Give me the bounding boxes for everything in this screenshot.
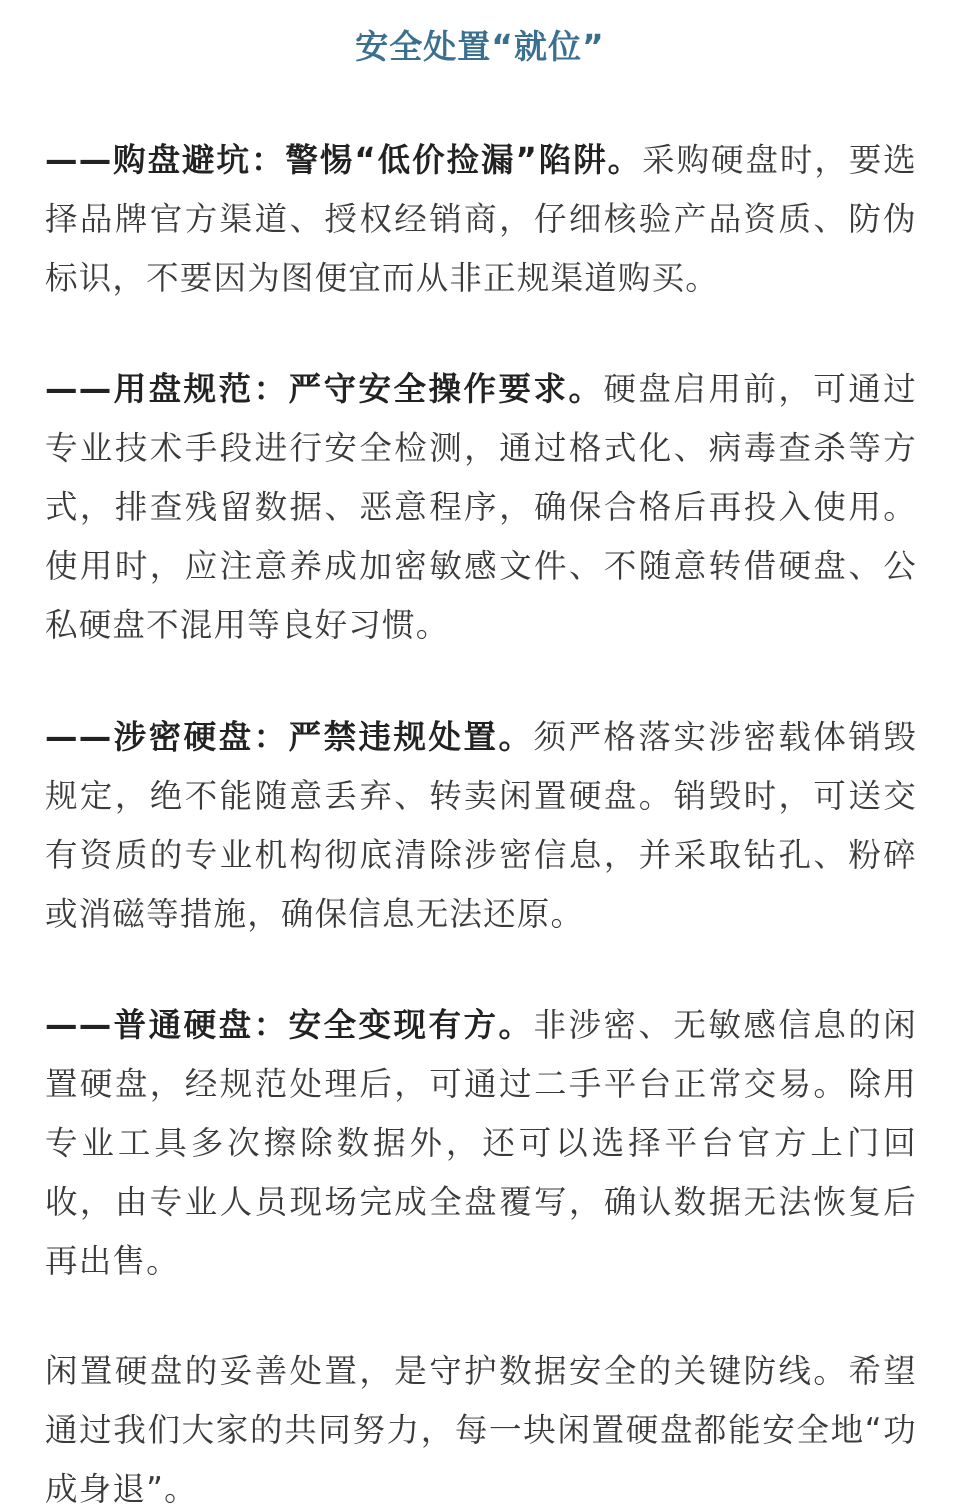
paragraph-body: 须严格落实涉密载体销毁规定，绝不能随意丢弃、转卖闲置硬盘。销毁时，可送交有资质的专业机构彻底清除涉密信息，并采取钻孔、粉碎或消磁等措施，确保信息无法还原。 xyxy=(45,718,917,933)
paragraph-closing: 闲置硬盘的妥善处置，是守护数据安全的关键防线。希望通过我们大家的共同努力，每一块闲置硬盘都能安全地“功成身退”。 xyxy=(45,1352,917,1508)
paragraph-lead: ——用盘规范：严守安全操作要求。 xyxy=(45,370,604,408)
paragraph-lead: ——普通硬盘：安全变现有方。 xyxy=(45,1006,534,1044)
section-title: 安全处置“就位” xyxy=(355,27,605,66)
paragraph-lead: ——购盘避坑：警惕“低价捡漏”陷阱。 xyxy=(45,141,643,179)
paragraph-classified-disk xyxy=(45,708,917,944)
paragraph-usage xyxy=(45,360,917,655)
paragraph-ordinary-disk xyxy=(45,996,917,1291)
paragraph-body: 硬盘启用前，可通过专业技术手段进行安全检测，通过格式化、病毒查杀等方式，排查残留数据、恶意程序，确保合格后再投入使用。使用时，应注意养成加密敏感文件、不随意转借硬盘、公私硬盘不混用等良好习惯。 xyxy=(45,370,917,644)
paragraph-lead: ——涉密硬盘：严禁违规处置。 xyxy=(45,718,534,756)
paragraph-body: 非涉密、无敏感信息的闲置硬盘，经规范处理后，可通过二手平台正常交易。除用专业工具多次擦除数据外，还可以选择平台官方上门回收，由专业人员现场完成全盘覆写，确认数据无法恢复后再出售。 xyxy=(45,1006,917,1280)
paragraph-body: 采购硬盘时，要选择品牌官方渠道、授权经销商，仔细核验产品资质、防伪标识，不要因为图便宜而从非正规渠道购买。 xyxy=(45,141,917,297)
paragraph-purchase xyxy=(45,131,917,308)
